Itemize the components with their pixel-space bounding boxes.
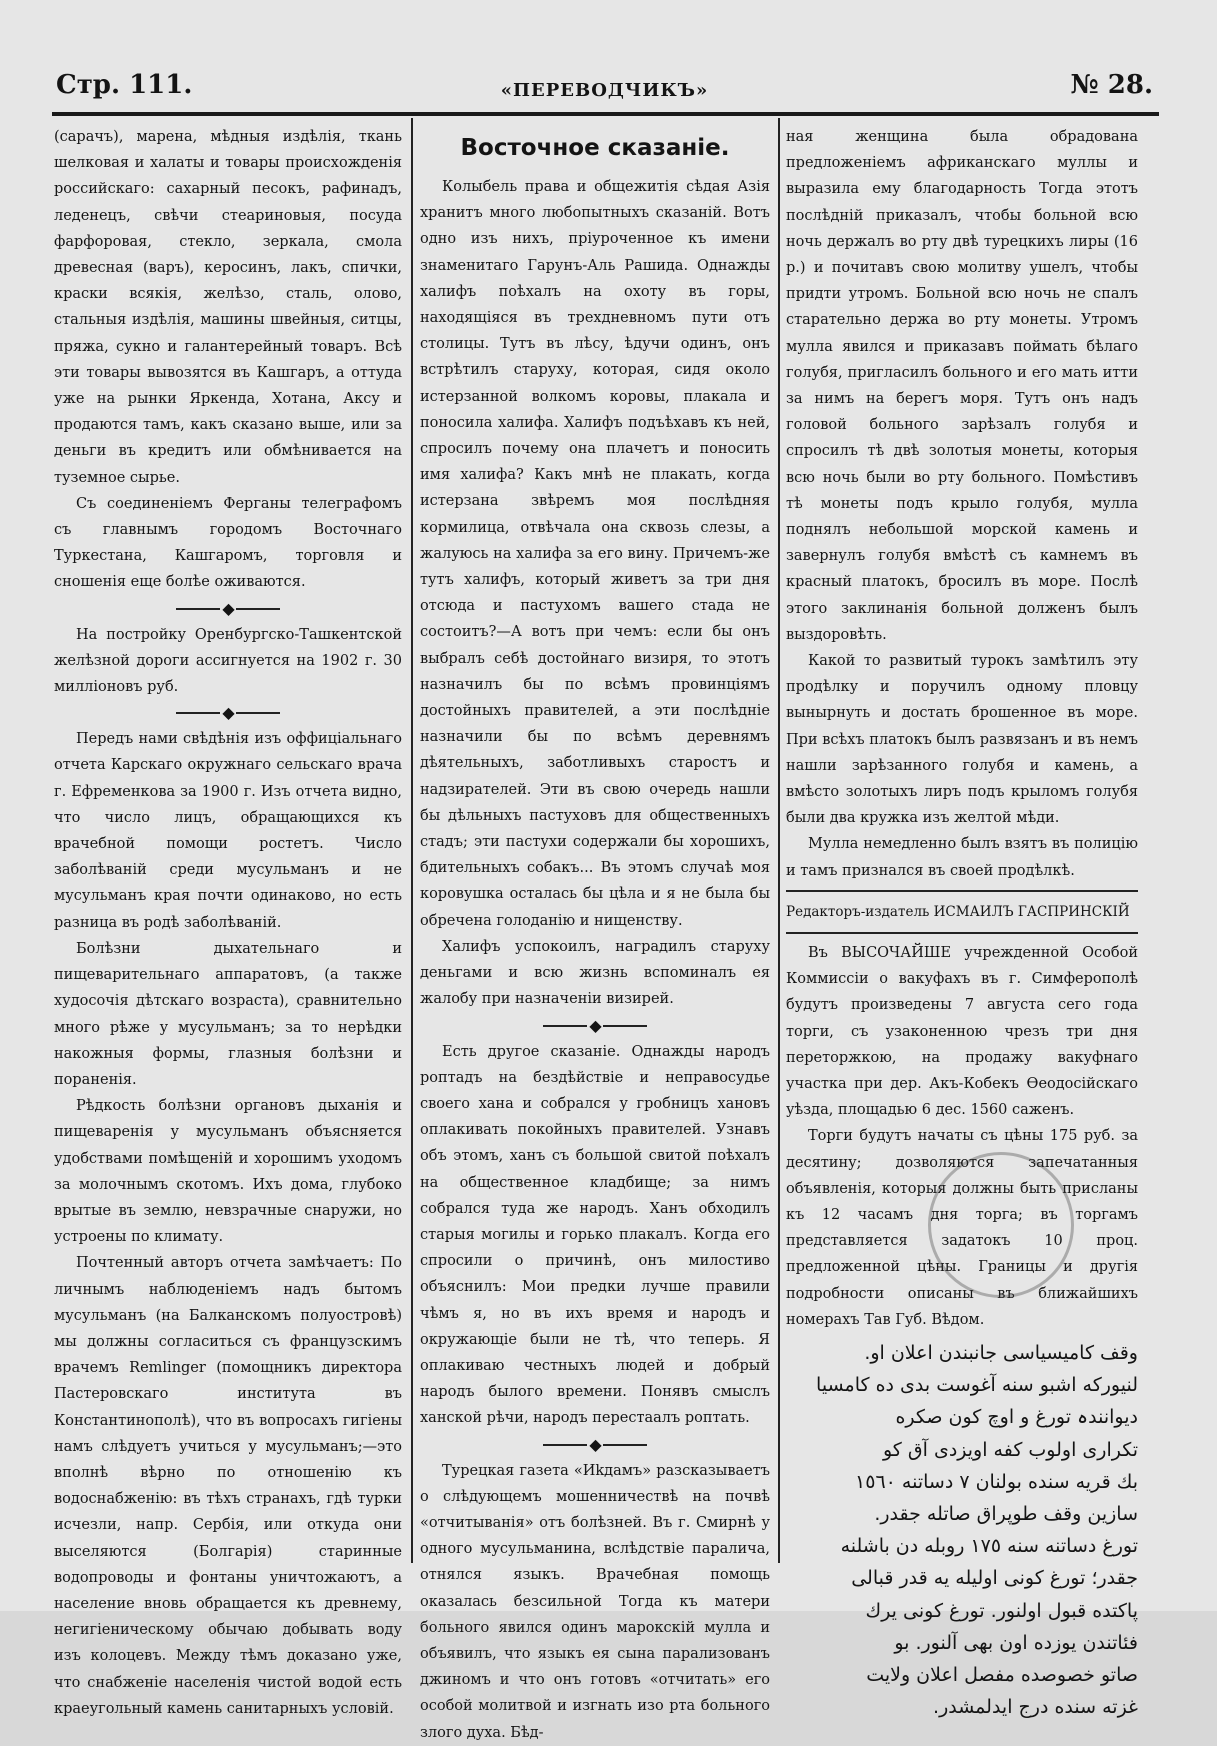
editor-line: Редакторъ-издатель ИСМАИЛЪ ГАСПРИНСКІЙ [786,903,1130,920]
column-3 [786,124,1138,1719]
section-rule [786,890,1138,892]
page-number: Стр. 111. [56,70,193,100]
col1-paragraph: Рѣдкость болѣзни органовъ дыханія и пищеваренія у мусульманъ объясняется удобствами помѣщеній и хорошимъ уходомъ за молочнымъ скотомъ. Ихъ дома, глубоко врытые въ землю, невзрачные снаружи, но устроены по климату. [54,1098,402,1246]
ottoman-line: دیوانندہ تورغ و اوچ کون صکره [895,1406,1138,1429]
faded-stamp [928,1152,1074,1298]
header-rule [52,112,1159,116]
page-header [56,70,1153,106]
col2-paragraph: Колыбель права и общежитія сѣдая Азія хранитъ много любопытныхъ сказаній. Вотъ одно изъ нихъ, пріуроченное къ имени знаменитаго Гарунъ-Аль Рашида. Однажды халифъ поѣхалъ на охоту въ горы, находящіяся въ трехдневномъ пути отъ столицы. Тутъ въ лѣсу, ѣдучи одинъ, онъ встрѣтилъ старуху, которая, сидя около истерзанной волкомъ коровы, плакала и поносила халифа. Халифъ подъѣхавъ къ ней, спросилъ почему она плачетъ и поносить имя халифа? Какъ мнѣ не плакать, когда истерзана звѣремъ моя послѣдняя кормилица, отвѣчала она сквозь слезы, а жалуюсь на халифа за его вину. Причемъ-же тутъ халифъ, который живетъ за три дня отсюда и пастухомъ вашего стада не состоитъ?—А вотъ при чемъ: если бы онъ выбралъ себѣ достойнаго визиря, то этотъ назначилъ бы по всѣмъ провинціямъ достойныхъ правителей, а эти послѣдніе назначили бы по всѣмъ деревнямъ дѣятельныхъ, заботливыхъ старостъ и надзирателей. Эти въ свою очередь нашли бы дѣльныхъ пастуховъ для общественныхъ стадъ; эти пастухи содержали бы хорошихъ, бдительныхъ собакъ... Въ этомъ случаѣ моя коровушка осталась бы цѣла и я не была бы обречена голоданію и нищенству. [420,179,770,929]
newspaper-title: «ПЕРЕВОДЧИКЪ» [500,80,709,101]
col2-paragraph: Халифъ успокоилъ, наградилъ старуху деньгами и всю жизнь вспоминалъ ея жалобу при назначеніи визирей. [420,938,770,1008]
article-title: Восточное сказаніе. [460,135,730,161]
ottoman-line: وقف كاميسياسی جانبندن اعلان او. [864,1341,1138,1364]
ottoman-line: پاکتده قبول اولنور. تورغ کونی یرك [865,1599,1138,1622]
ottoman-line: بك قریه سنده بولنان ٧ دساتنه ١٥٦٠ [855,1470,1138,1493]
notice-paragraph: Въ ВЫСОЧАЙШЕ учрежденной Особой Коммиссіи о вакуфахъ въ г. Симферополѣ будутъ произведены 7 августа сего года торги, съ узаконенною чрезъ три дня переторжкою, на продажу вакуфнаго участка при дер. Акъ-Кобекъ Ѳеодосійскаго уѣзда, площадью 6 дес. 1560 саженъ. [786,944,1138,1119]
col1-paragraph: (сарачъ), марена, мѣдныя издѣлія, ткань шелковая и халаты и товары происхожденія российскаго: сахарный песокъ, рафинадъ, леденецъ, свѣчи стеариновыя, посуда фарфоровая, стекло, зеркала, смола древесная (варъ), керосинъ, лакъ, спички, краски всякія, желѣзо, сталь, олово, стальныя издѣлія, машины швейныя, ситцы, пряжа, сукно и галантерейный товаръ. Всѣ эти товары вывозятся въ Кашгаръ, а оттуда уже на рынки Яркенда, Хотана, Аксу и продаются тамъ, какъ сказано выше, или за деньги въ кредитъ или обмѣнивается на туземное сырье. [54,129,402,486]
section-rule [786,932,1138,934]
ottoman-line: غزته سنده درج ایدلمشدر. [933,1696,1138,1719]
col2-paragraph: Турецкая газета «Иkдамъ» разсказываетъ о слѣдующемъ мошенничествѣ на почвѣ «отчитыванія» отъ болѣзней. Въ г. Смирнѣ у одного мусульманина, вслѣдствіе паралича, отнялся языкъ. Врачебная помощь оказалась безсильной Тогда къ матери больного явился одинъ марокскій мулла и объявилъ, что языкъ ея сына парализованъ джиномъ и что онъ готовъ «отчитать» его особой молитвой и изгнать изо рта больного злого духа. Бѣд- [420,1462,770,1741]
col1-paragraph: Почтенный авторъ отчета замѣчаетъ: По личнымъ наблюденіемъ надъ бытомъ мусульманъ (на Балканскомъ полуостровѣ) мы должны согласиться съ французскимъ врачемъ Remlinger (помощникъ директора Пастеровскаго института въ Константинополѣ), что въ вопросахъ гигіены намъ слѣдуетъ учиться у мусульманъ;—это вполнѣ вѣрно по отношенію къ водоснабженію: въ тѣхъ странахъ, гдѣ турки исчезли, напр. Сербія, или откуда они выселяются (Болгарія) старинные водопроводы и фонтаны уничтожаютъ, а население вновь обращается къ древнему, негигіеническому обычаю добывать воду изъ колоцевъ. Между тѣмъ доказано уже, что снабженіе населенія чистой водой есть краеугольный камень санитарныхъ условій. [54,1255,402,1717]
ornament-divider: ◆ [420,1432,770,1458]
col1-paragraph: Съ соединеніемъ Ферганы телеграфомъ съ главнымъ городомъ Восточнаго Туркестана, Кашгаромъ, торговля и сношенія еще болѣе оживаются. [54,495,402,591]
notice-paragraph: Торги будутъ начаты съ цѣны 175 руб. за десятину; дозволяются запечатанныя объявленія, которыя должны быть присланы къ 12 часамъ дня торга; въ торгамъ представляется задатокъ 10 проц. предложенной цѣны. Границы и другія подробности описаны въ ближайшихъ номерахъ Тав Губ. Вѣдом. [786,1128,1138,1328]
column-divider-2 [778,118,780,1563]
col1-paragraph: Передъ нами свѣдѣнія изъ оффиціальнаго отчета Карскаго окружнаго сельскаго врача г. Ефременкова за 1900 г. Изъ отчета видно, что число лицъ, обращающихся къ врачебной помощи ростетъ. Число заболѣваній среди мусульманъ и не мусульманъ края почти одинаково, но есть разница въ родѣ заболѣваній. [54,731,402,931]
col3-paragraph: Мулла немедленно былъ взятъ въ полицію и тамъ признался въ своей продѣлкѣ. [786,836,1138,879]
ornament-divider: ◆ [54,596,402,622]
column-2 [420,124,770,1741]
ottoman-line: صاتو خصوصده مفصل اعلان ولایت [866,1663,1138,1686]
ottoman-line: فئاتندن یوزده اون بهی آلنور. بو [894,1631,1138,1654]
ottoman-notice [786,1337,1138,1723]
ottoman-line: تکراری اولوب کفه اویزدی آق کو [882,1438,1138,1461]
ottoman-line: تورغ دساتنه سنه ١٧٥ روبله دن باشلنه [840,1535,1138,1558]
column-1 [54,124,402,1717]
col1-paragraph: На постройку Оренбургско-Ташкентской желѣзной дороги ассигнуется на 1902 г. 30 милліоновъ руб. [54,626,402,696]
bleed-through-shadow [1150,60,1210,520]
ottoman-line: سازین وقف طوپراق صاتله جقدر. [874,1502,1138,1525]
ornament-divider: ◆ [54,700,402,726]
col2-paragraph: Есть другое сказаніе. Однажды народъ роптадъ на бездѣйствіе и неправосудье своего хана и собрался у гробницъ хановъ оплакивать покойныхъ правителей. Узнавъ объ этомъ, ханъ съ большой свитой поѣхалъ на общественное кладбище; за нимъ собрался туда же народъ. Ханъ обходилъ старыя могилы и горько плакалъ. Когда его спросили о причинѣ, онъ милостиво объяснилъ: Мои предки лучше правили чѣмъ я, но въ ихъ время и народъ и окружающіе были не тѣ, что теперь. Я оплакиваю честныхъ людей и добрый народъ былого времени. Понявъ смыслъ ханской рѣчи, народъ перестаалъ роптать. [420,1043,770,1427]
col3-paragraph: Какой то развитый турокъ замѣтилъ эту продѣлку и поручилъ одному пловцу вынырнуть и достать брошенное въ море. При всѣхъ платокъ былъ развязанъ и въ немъ нашли зарѣзанного голубя и камень, а вмѣсто золотыхъ лиръ подъ крыломъ голубя были два кружка изъ желтой мѣди. [786,653,1138,827]
col3-paragraph: ная женщина была обрадована предложеніемъ африканскаго муллы и выразила ему благодарность Тогда этотъ послѣдній приказалъ, чтобы больной всю ночь держалъ во рту двѣ турецкихъ лиры (16 р.) и почитавъ свою молитву ушелъ, чтобы придти утромъ. Больной всю ночь не спалъ старательно держа во рту монеты. Утромъ мулла явился и приказавъ поймать бѣлаго голубя, пригласилъ больного и его мать итти за нимъ на берегъ моря. Тутъ онъ надъ головой больного зарѣзалъ голубя и спросилъ тѣ двѣ золотыя монеты, которыя всю ночь были во рту больного. Помѣстивъ тѣ монеты подъ крыло голубя, мулла поднялъ небольшой морской камень и завернулъ голубя вмѣстѣ съ камнемъ въ красный платокъ, бросилъ въ море. Послѣ этого заклинанія больной долженъ былъ выздоровѣть. [786,129,1138,643]
col1-paragraph: Болѣзни дыхательнаго и пищеварительнаго аппаратовъ, (а также худосочія дѣтскаго возраста), сравнительно много рѣже у мусульманъ; за то нерѣдки накожныя формы, глазныя болѣзни и пораненія. [54,940,402,1088]
ottoman-line: لنیورکه اشبو سنه آغوست بدی ده کامسیا [816,1374,1138,1397]
issue-number: № 28. [1070,70,1153,100]
ottoman-line: جقدر؛ تورغ کونی اولیله یه قدر قبالی [851,1567,1138,1590]
ornament-divider: ◆ [420,1013,770,1039]
column-divider-1 [411,118,413,1563]
